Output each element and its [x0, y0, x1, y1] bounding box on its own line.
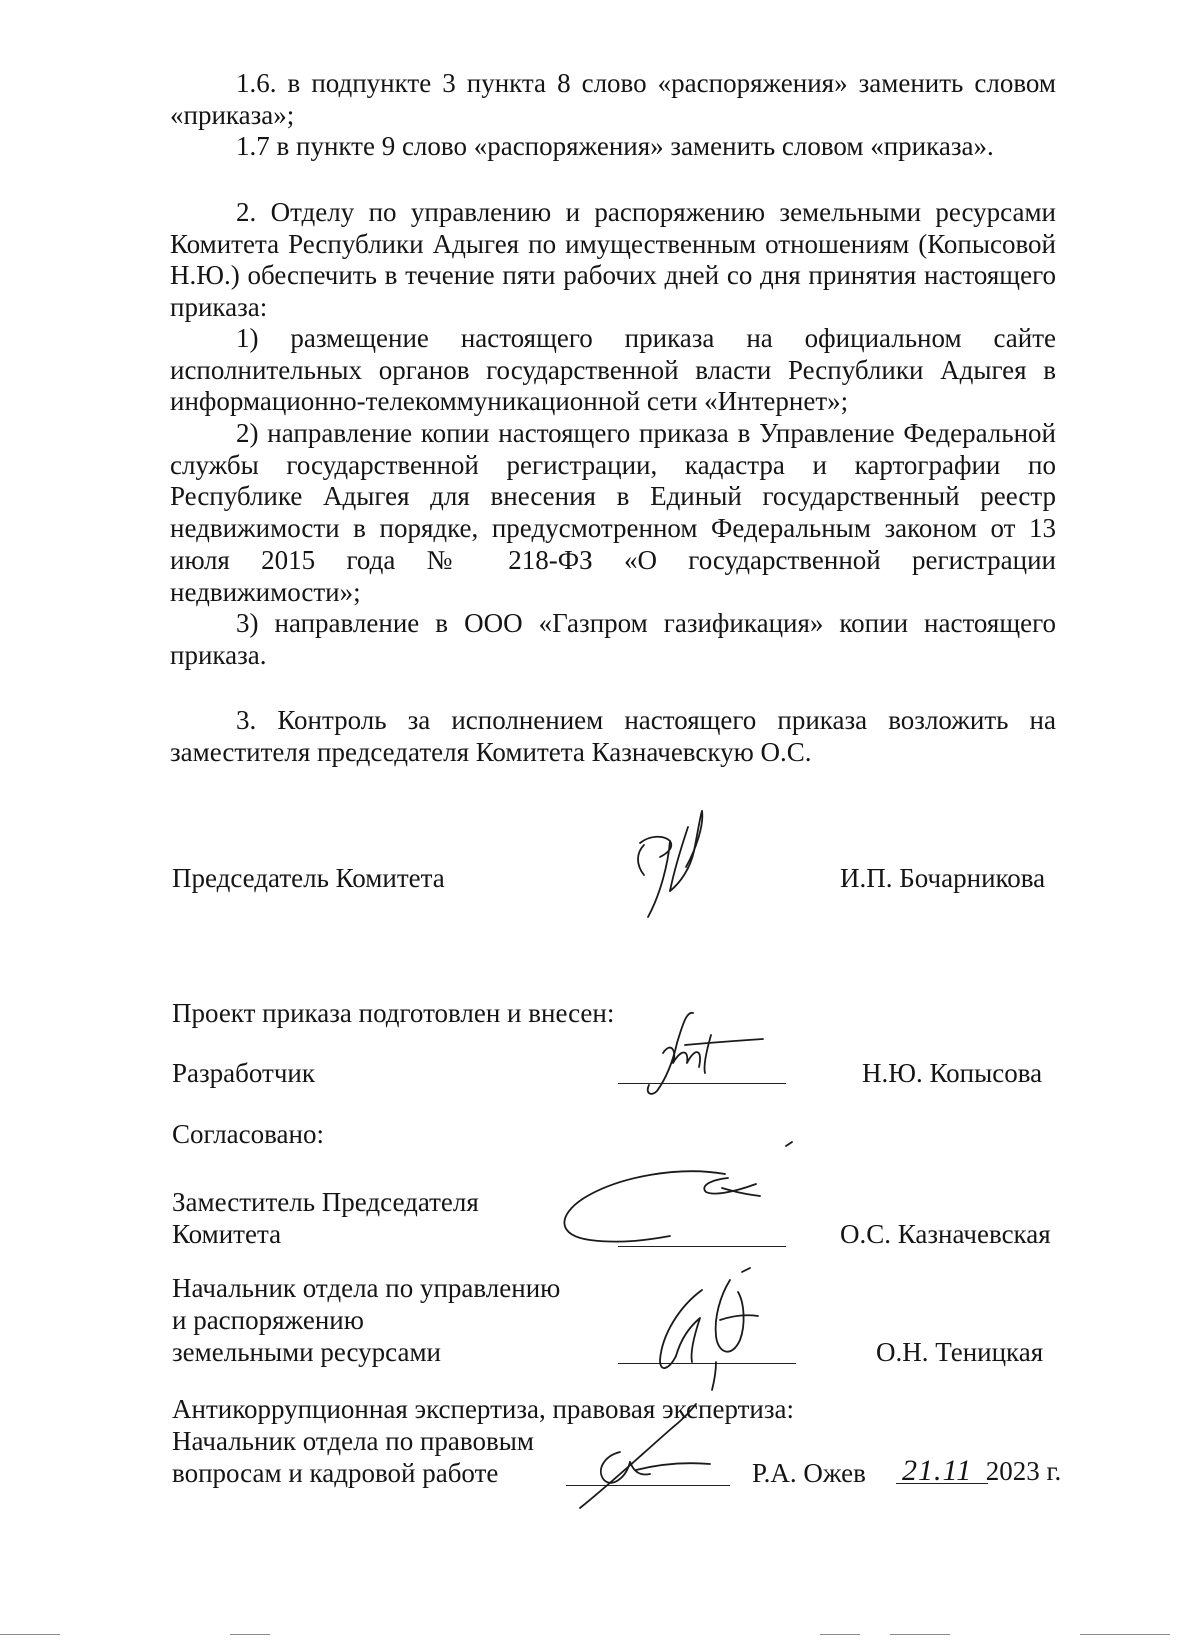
- approval-date: [902, 1455, 1061, 1487]
- chairman-title: Председатель Комитета: [172, 863, 445, 893]
- developer-signature: [615, 1005, 765, 1100]
- legal-title-line2: вопросам и кадровой работе: [172, 1458, 499, 1488]
- head-title-line2: и распоряжению: [172, 1305, 364, 1335]
- date-year: 2023 г.: [985, 1456, 1062, 1486]
- project-header: Проект приказа подготовлен и внесен:: [172, 998, 615, 1028]
- paragraph-1-6: 1.6. в подпункте 3 пункта 8 слово «распоряжения» заменить словом «приказа»;: [170, 68, 1056, 130]
- expertise-header: Антикоррупционная экспертиза, правовая экспертиза:: [172, 1394, 795, 1424]
- paragraph-2: 2. Отделу по управлению и распоряжению земельными ресурсами Комитета Республики Адыгея по имущественным отношениям (Копысовой Н.Ю.) обеспечить в течение пяти рабочих дней со дня принятия настоящего приказа:: [170, 197, 1056, 323]
- scan-artifact: [1080, 1634, 1170, 1635]
- paragraph-2-item-2: 2) направление копии настоящего приказа в Управление Федеральной службы государственной регистрации, кадастра и картографии по Республике Адыгея для внесения в Единый государственный реестр недвижимости в порядке, предусмотренном Федеральным законом от 13 июля 2015 года № 218-ФЗ «О государственной регистрации недвижимости»;: [170, 418, 1056, 607]
- scan-artifact: [0, 1634, 60, 1635]
- head-title-line3: земельными ресурсами: [172, 1337, 441, 1367]
- deputy-title-line1: Заместитель Председателя: [172, 1187, 479, 1217]
- chairman-name: И.П. Бочарникова: [840, 863, 1046, 893]
- date-handwritten: 21.11: [902, 1454, 973, 1487]
- head-name: О.Н. Теницкая: [876, 1337, 1044, 1367]
- scan-artifact: [230, 1634, 270, 1635]
- legal-title-line1: Начальник отдела по правовым: [172, 1426, 534, 1456]
- paragraph-2-item-3: 3) направление в ООО «Газпром газификация» копии настоящего приказа.: [170, 608, 1056, 670]
- legal-name: Р.А. Ожев: [752, 1458, 866, 1488]
- legal-signature: [560, 1400, 730, 1510]
- deputy-name: О.С. Казначевская: [840, 1219, 1051, 1249]
- agreed-header: Согласовано:: [172, 1119, 324, 1149]
- scan-artifact: [890, 1634, 950, 1635]
- developer-title: Разработчик: [172, 1058, 315, 1088]
- scan-artifact: [820, 1634, 860, 1635]
- paragraph-3: 3. Контроль за исполнением настоящего приказа возложить на заместителя председателя Комитета Казначевскую О.С.: [170, 705, 1056, 767]
- deputy-title-line2: Комитета: [172, 1219, 282, 1249]
- paragraph-2-item-1: 1) размещение настоящего приказа на официальном сайте исполнительных органов государственной власти Республики Адыгея в информационно-телекоммуникационной сети «Интернет»;: [170, 323, 1056, 417]
- developer-name: Н.Ю. Копысова: [862, 1058, 1043, 1088]
- head-signature: [640, 1262, 780, 1392]
- head-title-line1: Начальник отдела по управлению: [172, 1273, 561, 1303]
- date-underline: [902, 1455, 986, 1487]
- paragraph-1-7: 1.7 в пункте 9 слово «распоряжения» заменить словом «приказа».: [236, 131, 994, 161]
- chairman-signature: [630, 805, 730, 925]
- deputy-signature: [550, 1140, 820, 1255]
